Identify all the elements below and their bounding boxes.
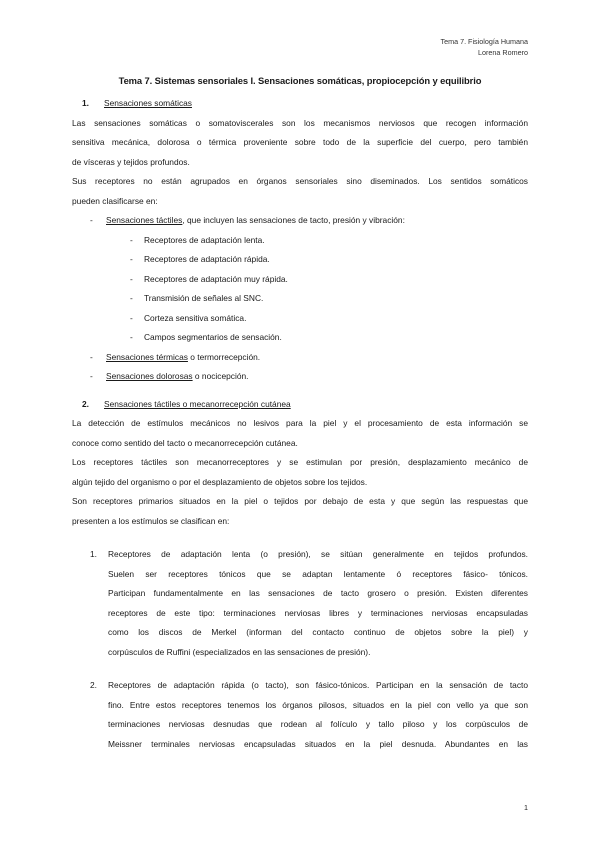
sub-bullet-item: - Transmisión de señales al SNC. [130,293,264,303]
item-line: fino. Entre estos receptores tenemos los órganos pilosos, situados en la piel con vello ya que son [108,699,528,710]
bullet-text: o termorrecepción. [187,351,261,362]
item-line: Participan fundamentalmente en las sensaciones de tacto grosero o presión. Existen diferentes [108,588,528,598]
paragraph-line: conoce como sentido del tacto o mecanorrecepción cutánea. [72,437,298,448]
item-body [108,676,528,754]
item-line: terminaciones nerviosas desnudas que rodean al folículo y tallo piloso y los corpúsculos de [108,719,528,729]
section-number: 2. [82,398,89,409]
page-header [441,36,529,58]
paragraph-line: pueden clasificarse en: [72,195,158,206]
bullet-item: - Sensaciones táctiles, que incluyen las sensaciones de tacto, presión y vibración: [90,215,405,225]
numbered-item [72,676,528,754]
document-body [72,94,528,754]
item-line: Receptores de adaptación lenta (o presión), se sitúan generalmente en tejidos profundos. [108,549,528,559]
section-title: Sensaciones táctiles o mecanorrecepción cutánea [104,398,291,409]
item-line: Receptores de adaptación rápida (o tacto), son fásico-tónicos. Participan en la sensación de tacto [108,680,528,690]
item-line: corpúsculos de Ruffini (especializados en las sensaciones de presión). [108,646,371,657]
sub-bullet-item: - Receptores de adaptación muy rápida. [130,273,288,284]
sub-bullet-item: - Receptores de adaptación rápida. [130,254,270,264]
section-title: Sensaciones somáticas [104,98,192,108]
bullet-text: o nocicepción. [192,371,249,381]
item-number: 1. [90,549,97,559]
paragraph-line: Sus receptores no están agrupados en órganos sensoriales sino diseminados. Los sentidos somáticos [72,176,528,186]
item-line: como los discos de Merkel (informan del contacto continuo de objetos sobre la piel) y [108,627,528,637]
numbered-item [72,545,528,662]
item-body [108,545,528,662]
item-number: 2. [90,680,97,690]
sub-bullet-item: - Campos segmentarios de sensación. [130,332,282,342]
paragraph-line: algún tejido del organismo o por el desplazamiento de objetos sobre los tejidos. [72,476,368,487]
paragraph-line: La detección de estímulos mecánicos no lesivos para la piel y el procesamiento de esta información se [72,418,528,428]
paragraph-line: sensitiva mecánica, dolorosa o térmica proveniente sobre todo de la superficie del cuerpo, pero también [72,137,528,147]
section-heading [72,395,528,415]
paragraph-line: de vísceras y tejidos profundos. [72,156,190,167]
document-title: Tema 7. Sistemas sensoriales I. Sensaciones somáticas, propiocepción y equilibrio [118,75,482,86]
sub-bullet-item: - Corteza sensitiva somática. [130,312,247,323]
bullet-item: - Sensaciones térmicas o termorrecepción. [90,351,261,362]
item-line: receptores de este tipo: terminaciones nerviosas libres y terminaciones nerviosas encapsuladas [108,607,528,618]
item-line: Suelen ser receptores tónicos que se adaptan lentamente ó receptores fásico- tónicos. [108,568,528,579]
paragraph-line: presenten a los estímulos se clasifican en: [72,515,230,526]
section-number: 1. [82,98,89,108]
bullet-label: Sensaciones dolorosas [106,371,193,381]
paragraph-line: Las sensaciones somáticas o somatoviscerales son los mecanismos nerviosos que recogen información [72,117,528,128]
bullet-text: , que incluyen las sensaciones de tacto, presión y vibración: [182,215,405,225]
bullet-item: - Sensaciones dolorosas o nocicepción. [90,371,249,381]
header-course: Tema 7. Fisiología Humana [440,37,528,46]
bullet-label: Sensaciones táctiles [106,215,183,225]
bullet-label: Sensaciones térmicas [106,351,188,362]
item-line: Meissner terminales nerviosas encapsuladas situados en la piel desnuda. Abundantes en las [108,738,528,749]
paragraph-line: Son receptores primarios situados en la piel o tejidos por debajo de esta y que según las respuestas que [72,496,528,506]
paragraph-line: Los receptores táctiles son mecanorreceptores y se estimulan por presión, desplazamiento mecánico de [72,457,528,467]
header-author: Lorena Romero [478,48,528,57]
page-number: 1 [524,803,528,812]
section-heading [72,94,528,114]
sub-bullet-item: - Receptores de adaptación lenta. [130,234,265,245]
